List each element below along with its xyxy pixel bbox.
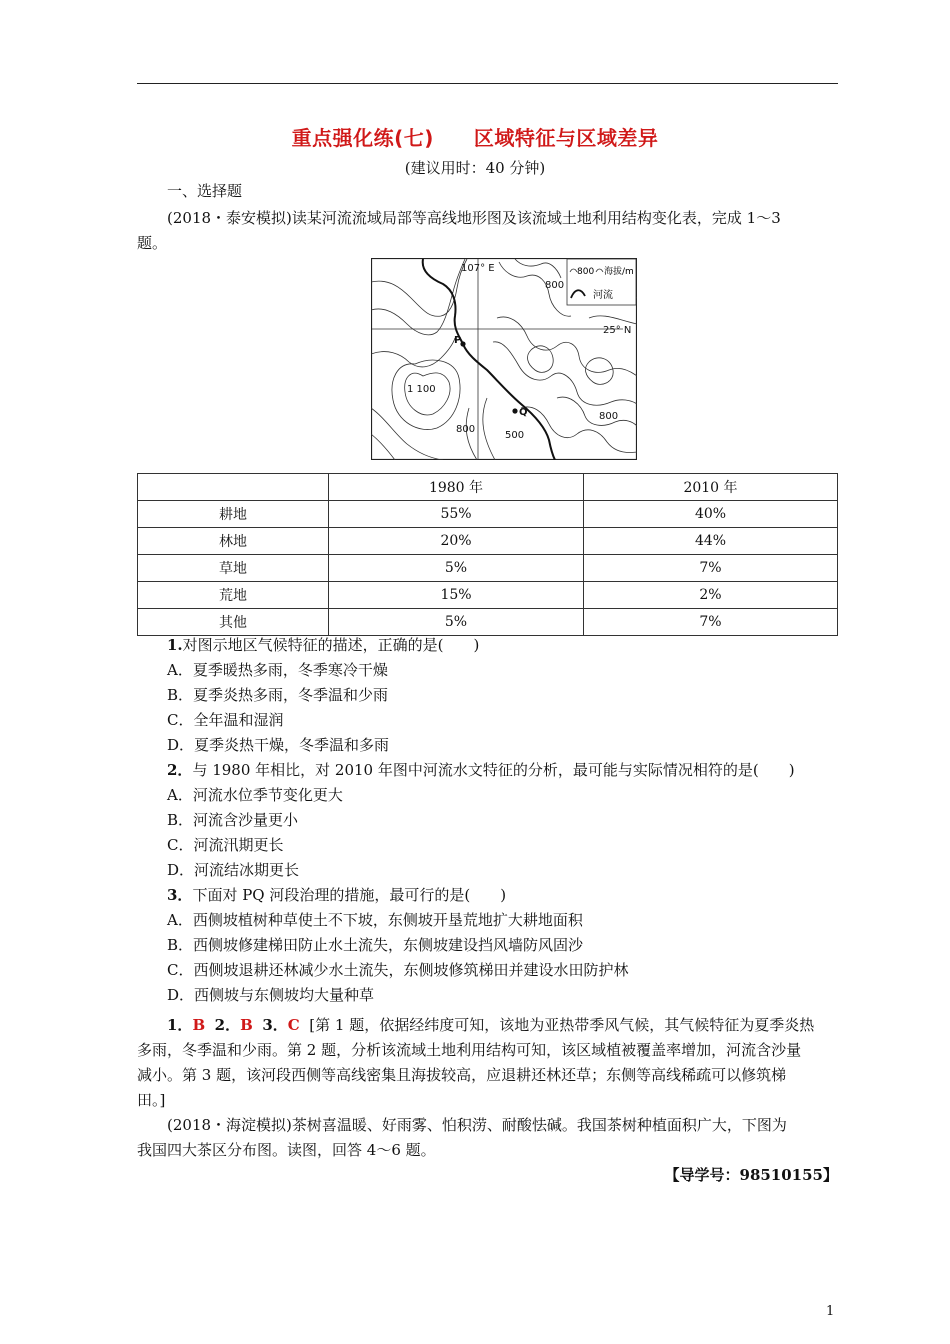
contour-map xyxy=(371,258,637,460)
question-stem: 与 1980 年相比，对 2010 年图中河流水文特征的分析，最可能与实际情况相符的是( ) xyxy=(192,761,795,779)
option: C．西侧坡退耕还林减少水土流失，东侧坡修筑梯田并建设水田防护林 xyxy=(167,961,629,979)
table-row xyxy=(138,582,838,609)
answer-number: 1． xyxy=(167,1016,193,1034)
table-cell: 20% xyxy=(329,528,584,555)
answer-key: C xyxy=(287,1016,300,1034)
question-stem: 下面对 PQ 河段治理的措施，最可行的是( ) xyxy=(192,886,507,904)
title-left: 重点强化练(七) xyxy=(291,126,434,150)
answer-line-1 xyxy=(167,1015,814,1035)
option: C．全年温和湿润 xyxy=(167,711,284,729)
legend-contour-label: 海拔/m xyxy=(604,267,634,277)
latitude-label: 25° N xyxy=(603,325,632,336)
answer-explanation: 减小。第 3 题，该河段西侧等高线密集且海拔较高，应退耕还林还草；东侧等高线稀疏可以修筑梯 xyxy=(137,1066,787,1084)
answer-explanation: [第 1 题，依据经纬度可知，该地为亚热带季风气候，其气候特征为夏季炎热 xyxy=(309,1016,815,1034)
question-1 xyxy=(167,635,479,655)
table-cell: 44% xyxy=(584,528,838,555)
elevation-800-left: 800 xyxy=(456,424,476,435)
question-number: 1. xyxy=(167,636,183,654)
option: A．西侧坡植树种草使土不下坡，东侧坡开垦荒地扩大耕地面积 xyxy=(167,911,583,929)
answer-number: 2． xyxy=(214,1016,241,1034)
table-cell: 耕地 xyxy=(138,501,329,528)
intro-line-1: (2018・泰安模拟)读某河流流域局部等高线地形图及该流域土地利用结构变化表，完成 1～3 xyxy=(167,209,781,227)
option: B．河流含沙量更小 xyxy=(167,811,299,829)
page-number: 1 xyxy=(826,1304,835,1319)
answer-key: B xyxy=(192,1016,206,1034)
header-cell xyxy=(138,474,329,501)
page-title xyxy=(0,122,950,151)
option: C．河流汛期更长 xyxy=(167,836,284,854)
legend-river-label: 河流 xyxy=(593,290,613,301)
table-row xyxy=(138,501,838,528)
answer-explanation: 田。] xyxy=(137,1091,166,1109)
longitude-label: 107° E xyxy=(461,263,495,274)
point-q-marker xyxy=(512,408,517,413)
option: A．河流水位季节变化更大 xyxy=(167,786,343,804)
next-intro-line-2: 我国四大茶区分布图。读图，回答 4～6 题。 xyxy=(137,1141,436,1159)
option: B．夏季炎热多雨，冬季温和少雨 xyxy=(167,686,389,704)
elevation-800-top: 800 xyxy=(545,280,565,291)
question-2 xyxy=(167,760,795,780)
top-rule xyxy=(137,83,838,84)
land-use-table xyxy=(137,473,838,636)
table-header-row xyxy=(138,474,838,501)
point-q-label: Q xyxy=(519,407,528,418)
option: B．西侧坡修建梯田防止水土流失，东侧坡建设挡风墙防风固沙 xyxy=(167,936,584,954)
option: D．河流结冰期更长 xyxy=(167,861,300,879)
table-row xyxy=(138,528,838,555)
option: D．夏季炎热干燥，冬季温和多雨 xyxy=(167,736,390,754)
suggested-time: (建议用时：40 分钟) xyxy=(404,159,546,177)
elevation-1100: 1 100 xyxy=(407,384,436,395)
question-number: 3． xyxy=(167,886,193,904)
question-stem: 对图示地区气候特征的描述，正确的是( ) xyxy=(182,636,480,654)
answer-explanation: 多雨，冬季温和少雨。第 2 题，分析该流域土地利用结构可知，该区域植被覆盖率增加，河流含沙量 xyxy=(137,1041,802,1059)
table-cell: 荒地 xyxy=(138,582,329,609)
table-cell: 40% xyxy=(584,501,838,528)
legend-contour-value: 800 xyxy=(577,267,595,277)
table-cell: 草地 xyxy=(138,555,329,582)
table-cell: 2% xyxy=(584,582,838,609)
header-cell: 2010 年 xyxy=(584,474,838,501)
table-row xyxy=(138,555,838,582)
table-cell: 5% xyxy=(329,555,584,582)
table-cell: 其他 xyxy=(138,609,329,636)
table-cell: 林地 xyxy=(138,528,329,555)
intro-line-2: 题。 xyxy=(137,234,168,252)
guide-number: 【导学号：98510155】 xyxy=(664,1166,838,1184)
next-intro-line-1: (2018・海淀模拟)茶树喜温暖、好雨雾、怕积涝、耐酸怯碱。我国茶树种植面积广大，下图为 xyxy=(167,1116,787,1134)
table-cell: 5% xyxy=(329,609,584,636)
table-cell: 55% xyxy=(329,501,584,528)
elevation-500: 500 xyxy=(505,430,525,441)
option: A．夏季暖热多雨，冬季寒冷干燥 xyxy=(167,661,388,679)
table-cell: 7% xyxy=(584,609,838,636)
answer-number: 3． xyxy=(262,1016,288,1034)
section-heading: 一、选择题 xyxy=(167,182,243,200)
table-row xyxy=(138,609,838,636)
question-3 xyxy=(167,885,506,905)
option: D．西侧坡与东侧坡均大量种草 xyxy=(167,986,375,1004)
map-legend xyxy=(567,259,636,305)
point-p-label: P xyxy=(454,335,462,346)
table-cell: 7% xyxy=(584,555,838,582)
title-right: 区域特征与区域差异 xyxy=(473,126,659,150)
question-number: 2． xyxy=(167,761,193,779)
table-cell: 15% xyxy=(329,582,584,609)
elevation-800-right: 800 xyxy=(599,411,619,422)
answer-key: B xyxy=(240,1016,253,1034)
header-cell: 1980 年 xyxy=(329,474,584,501)
